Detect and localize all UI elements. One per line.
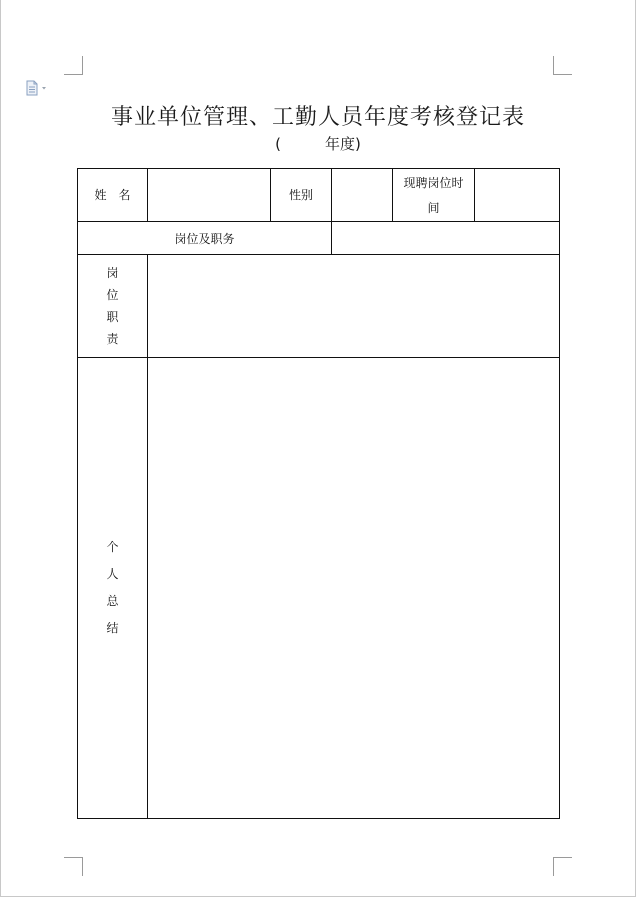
crop-mark-top-right xyxy=(553,56,572,75)
duties-label-char: 职 xyxy=(106,309,119,324)
summary-field[interactable] xyxy=(148,358,560,819)
appointment-time-label-line1: 现聘岗位时 xyxy=(403,176,464,190)
document-icon[interactable] xyxy=(26,80,48,96)
position-label: 岗位及职务 xyxy=(78,222,332,255)
duties-label-char: 岗 xyxy=(106,265,119,280)
gender-field[interactable] xyxy=(332,169,393,222)
appointment-time-field[interactable] xyxy=(475,169,560,222)
assessment-form-table xyxy=(77,168,560,819)
name-label: 姓 名 xyxy=(78,169,148,222)
duties-label-char: 位 xyxy=(106,287,119,302)
appointment-time-label xyxy=(393,169,475,222)
crop-mark-bottom-left xyxy=(64,857,83,876)
subtitle-open-paren: ( xyxy=(275,135,281,153)
summary-label-char: 人 xyxy=(106,567,119,581)
appointment-time-label-line2: 间 xyxy=(427,201,440,215)
summary-label-char: 个 xyxy=(106,540,119,554)
crop-mark-top-left xyxy=(64,56,83,75)
subtitle-year: 年度) xyxy=(325,135,361,153)
document-title: 事业单位管理、工勤人员年度考核登记表 xyxy=(110,105,525,130)
document-subtitle xyxy=(0,133,636,154)
summary-label-char: 结 xyxy=(106,621,119,635)
summary-label xyxy=(78,358,148,819)
duties-label-char: 责 xyxy=(106,331,119,346)
name-field[interactable] xyxy=(148,169,271,222)
crop-mark-bottom-right xyxy=(553,857,572,876)
duties-field[interactable] xyxy=(148,255,560,358)
duties-label xyxy=(78,255,148,358)
position-field[interactable] xyxy=(332,222,560,255)
gender-label: 性别 xyxy=(271,169,332,222)
summary-label-char: 总 xyxy=(106,594,119,608)
